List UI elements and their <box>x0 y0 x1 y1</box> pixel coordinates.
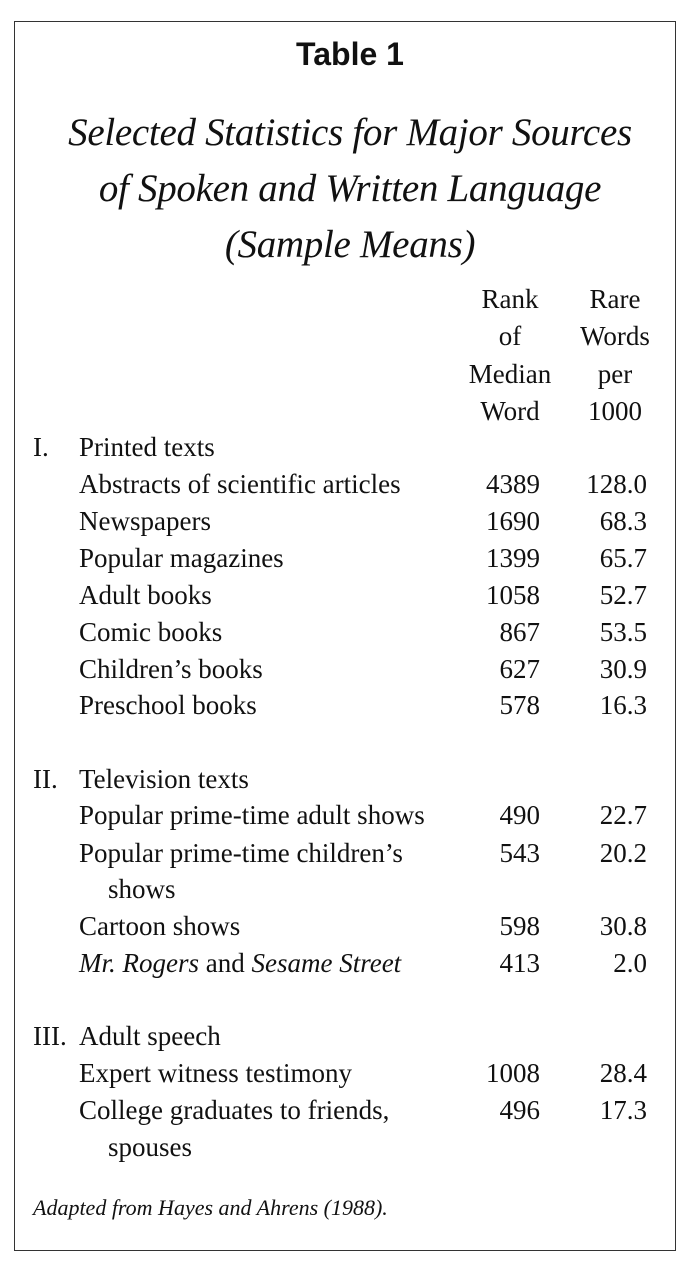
rare-value: 65.7 <box>599 543 647 573</box>
row-label: Abstracts of scientific articles <box>79 469 401 499</box>
row-label-italic: Mr. Rogers <box>79 948 199 978</box>
row-label: Preschool books <box>79 690 257 720</box>
header-rank-line: Word <box>480 396 540 426</box>
section-numeral: II. <box>33 764 58 794</box>
rare-value: 22.7 <box>599 800 647 830</box>
rare-value: 28.4 <box>599 1058 647 1088</box>
rare-value: 16.3 <box>599 690 647 720</box>
rank-value: 1690 <box>486 506 540 536</box>
row-label: Popular magazines <box>79 543 284 573</box>
row-label: Popular prime-time children’s <box>79 838 403 868</box>
row-label: Children’s books <box>79 654 263 684</box>
rare-value: 53.5 <box>599 617 647 647</box>
rare-value: 20.2 <box>599 838 647 868</box>
rare-value: 17.3 <box>599 1095 647 1125</box>
header-rare-line: Rare <box>589 284 641 314</box>
table-title-line-1: Selected Statistics for Major Sources <box>68 111 632 154</box>
section-numeral: III. <box>33 1021 67 1051</box>
section-numeral: I. <box>33 432 49 462</box>
rank-value: 1399 <box>486 543 540 573</box>
rank-value: 4389 <box>486 469 540 499</box>
row-label-italic: Sesame Street <box>251 948 402 978</box>
table-title-line-2: of Spoken and Written Language <box>98 167 602 210</box>
header-rank-line: Median <box>468 359 552 389</box>
rank-value: 543 <box>499 838 540 868</box>
rank-value: 578 <box>499 690 540 720</box>
rare-value: 128.0 <box>586 469 647 499</box>
rank-value: 490 <box>499 800 540 830</box>
header-rare-line: 1000 <box>588 396 642 426</box>
header-rank-line: Rank <box>481 284 539 314</box>
row-label: Expert witness testimony <box>79 1058 352 1088</box>
row-label-continuation: shows <box>108 874 176 904</box>
row-label: Cartoon shows <box>79 911 241 941</box>
section-title: Television texts <box>79 764 249 794</box>
rank-value: 496 <box>499 1095 540 1125</box>
row-label: Adult books <box>79 580 212 610</box>
header-rare-line: per <box>597 359 633 389</box>
rank-value: 627 <box>499 654 540 684</box>
rare-value: 2.0 <box>613 948 647 978</box>
section-title: Adult speech <box>79 1021 221 1051</box>
rare-value: 68.3 <box>599 506 647 536</box>
section-title: Printed texts <box>79 432 215 462</box>
row-label: Popular prime-time adult shows <box>79 800 425 830</box>
table-title-line-3: (Sample Means) <box>224 223 476 266</box>
rank-value: 598 <box>499 911 540 941</box>
rank-value: 1008 <box>486 1058 540 1088</box>
rank-value: 413 <box>499 948 540 978</box>
rare-value: 30.8 <box>599 911 647 941</box>
rank-value: 867 <box>499 617 540 647</box>
table-label: Table 1 <box>296 36 404 72</box>
row-label-continuation: spouses <box>108 1132 193 1162</box>
header-rank-line: of <box>498 321 522 351</box>
row-label: College graduates to friends, <box>79 1095 390 1125</box>
rank-value: 1058 <box>486 580 540 610</box>
header-rare-line: Words <box>580 321 650 351</box>
row-label: Newspapers <box>79 506 211 536</box>
source-footnote: Adapted from Hayes and Ahrens (1988). <box>33 1195 388 1220</box>
row-label-conjunction: and <box>199 948 252 978</box>
rare-value: 30.9 <box>599 654 647 684</box>
rare-value: 52.7 <box>599 580 647 610</box>
row-label <box>79 948 401 979</box>
row-label: Comic books <box>79 617 223 647</box>
